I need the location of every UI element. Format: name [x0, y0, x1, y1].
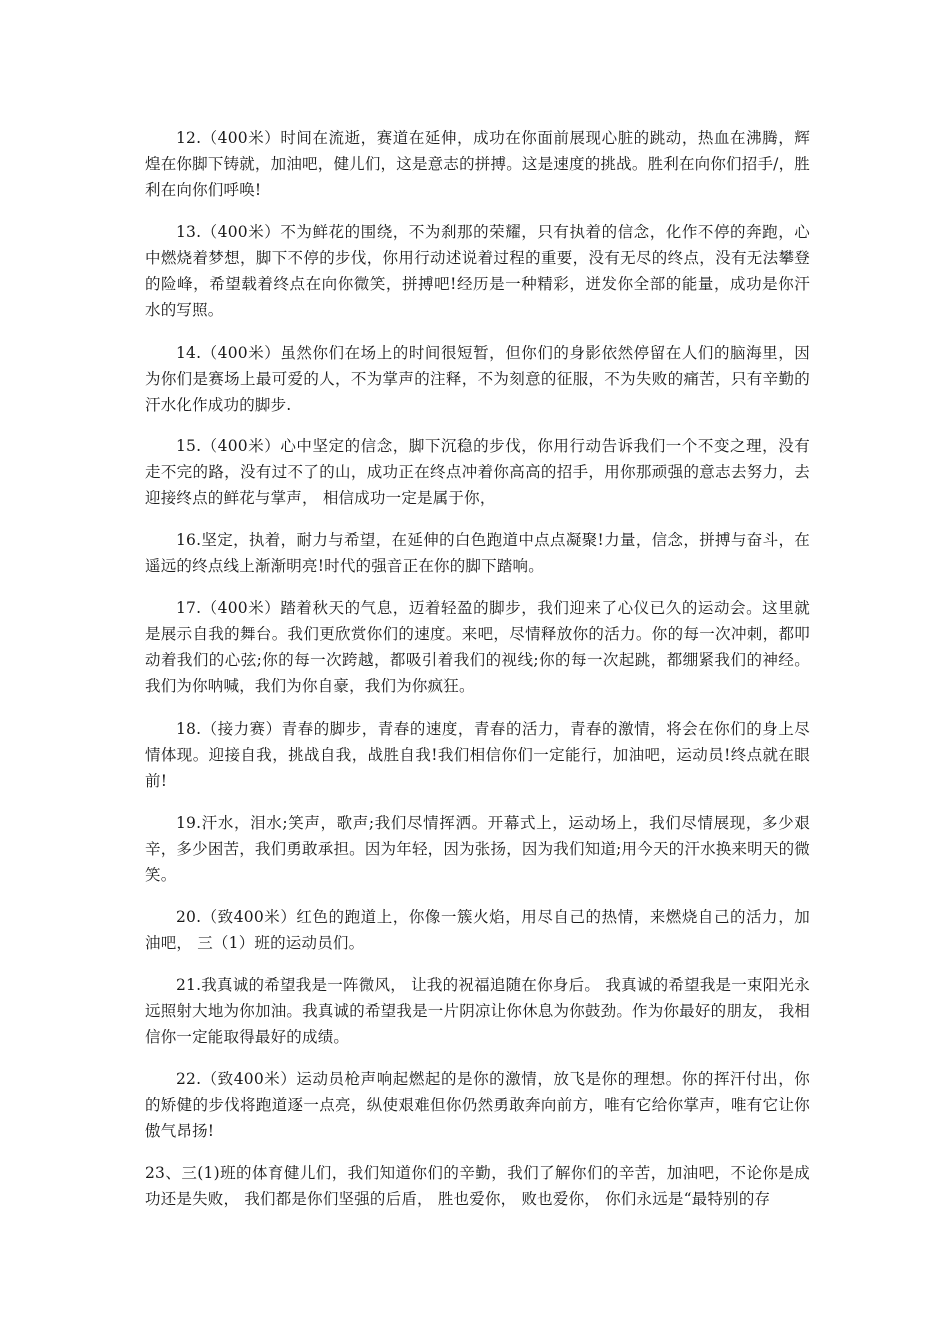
paragraph-18: 18.（接力赛）青春的脚步，青春的速度，青春的活力，青春的激情，将会在你们的身上尽情体现。迎接自我，挑战自我，战胜自我!我们相信你们一定能行，加油吧，运动员!终点就在眼前!	[145, 720, 810, 790]
paragraph-19: 19.汗水，泪水;笑声，歌声;我们尽情挥洒。开幕式上，运动场上，我们尽情展现，多少艰辛，多少困苦，我们勇敢承担。因为年轻，因为张扬，因为我们知道;用今天的汗水换来明天的微笑。	[145, 814, 810, 884]
paragraph-13: 13.（400米）不为鲜花的围绕，不为刹那的荣耀，只有执着的信念，化作不停的奔跑，心中燃烧着梦想，脚下不停的步伐，你用行动述说着过程的重要，没有无尽的终点，没有无法攀登的险峰，希望载着终点在向你微笑，拼搏吧!经历是一种精彩，迸发你全部的能量，成功是你汗水的写照。	[145, 223, 810, 319]
paragraph-16: 16.坚定，执着，耐力与希望，在延伸的白色跑道中点点凝聚!力量，信念，拼搏与奋斗，在遥远的终点线上渐渐明亮!时代的强音正在你的脚下踏响。	[145, 531, 810, 575]
paragraph-17: 17.（400米）踏着秋天的气息，迈着轻盈的脚步，我们迎来了心仪已久的运动会。这里就是展示自我的舞台。我们更欣赏你们的速度。来吧，尽情释放你的活力。你的每一次冲刺，都叩动着我们的心弦;你的每一次跨越，都吸引着我们的视线;你的每一次起跳，都绷紧我们的神经。 我们为你呐喊，我们为你自豪，我们为你疯狂。	[145, 599, 810, 695]
paragraph-14: 14.（400米）虽然你们在场上的时间很短暂，但你们的身影依然停留在人们的脑海里，因为你们是赛场上最可爱的人，不为掌声的注释，不为刻意的征服，不为失败的痛苦，只有辛勤的汗水化作成功的脚步.	[145, 344, 810, 414]
paragraph-20: 20.（致400米）红色的跑道上，你像一簇火焰，用尽自己的热情，来燃烧自己的活力，加油吧， 三（1）班的运动员们。	[145, 908, 810, 952]
paragraph-23: 23、三(1)班的体育健儿们，我们知道你们的辛勤，我们了解你们的辛苦，加油吧，不论你是成功还是失败， 我们都是你们坚强的后盾， 胜也爱你， 败也爱你， 你们永远是“最特别的存	[145, 1164, 810, 1208]
paragraph-21: 21.我真诚的希望我是一阵微风， 让我的祝福追随在你身后。 我真诚的希望我是一束阳光永远照射大地为你加油。我真诚的希望我是一片阴凉让你休息为你鼓劲。作为你最好的朋友， 我相信你一定能取得最好的成绩。	[145, 976, 810, 1046]
paragraph-22: 22.（致400米）运动员枪声响起燃起的是你的激情，放飞是你的理想。你的挥汗付出，你的矫健的步伐将跑道逐一点亮，纵使艰难但你仍然勇敢奔向前方，唯有它给你掌声，唯有它让你傲气昂扬!	[145, 1070, 810, 1140]
paragraph-12: 12.（400米）时间在流逝，赛道在延伸，成功在你面前展现心脏的跳动，热血在沸腾，辉煌在你脚下铸就，加油吧，健儿们，这是意志的拼搏。这是速度的挑战。胜利在向你们招手/，胜利在向你们呼唤!	[145, 129, 810, 199]
paragraph-15: 15.（400米）心中坚定的信念，脚下沉稳的步伐，你用行动告诉我们一个不变之理，没有走不完的路，没有过不了的山，成功正在终点冲着你高高的招手，用你那顽强的意志去努力，去迎接终点的鲜花与掌声， 相信成功一定是属于你，	[145, 437, 810, 507]
